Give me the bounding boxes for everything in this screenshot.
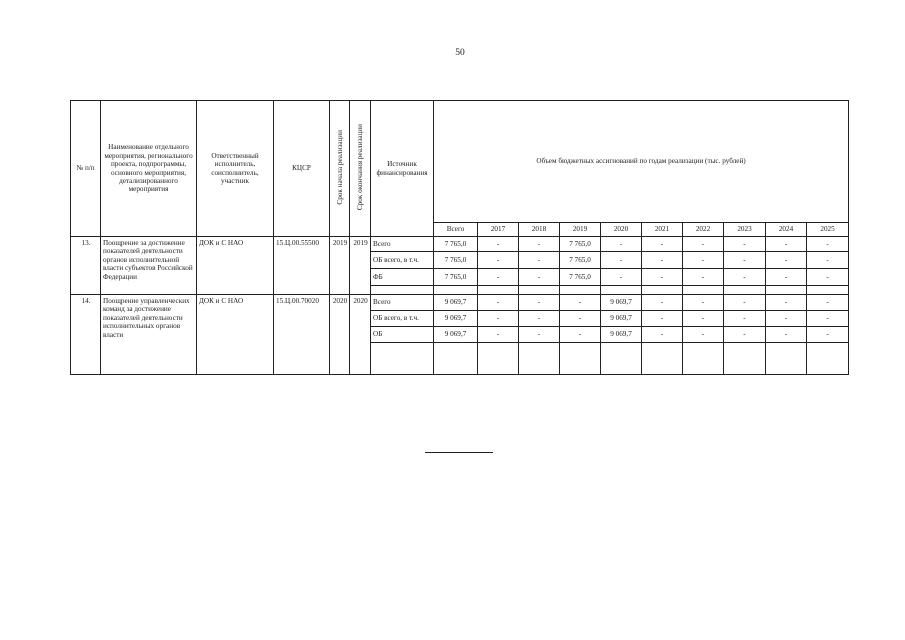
table-row (71, 237, 849, 252)
empty-cell (519, 343, 560, 375)
empty-cell (519, 286, 560, 295)
empty-cell (807, 286, 849, 295)
cell-value: - (478, 311, 519, 327)
funding-source: ОБ всего, в т.ч. (371, 311, 434, 327)
cell-value: - (519, 311, 560, 327)
cell-value: - (642, 252, 683, 269)
header-col-2020: 2020 (601, 223, 642, 237)
header-end-text: Срок окончания реализации (356, 124, 364, 211)
cell-value: - (766, 327, 807, 343)
cell-value: - (807, 237, 849, 252)
empty-cell (478, 286, 519, 295)
cell-value: - (519, 237, 560, 252)
cell-value: - (766, 295, 807, 311)
cell-value: - (766, 237, 807, 252)
header-col-2024: 2024 (766, 223, 807, 237)
header-kcsr: КЦСР (274, 101, 330, 237)
empty-cell (642, 343, 683, 375)
header-name: Наименование отдельного мероприятия, регионального проекта, подпрограммы, основного мероприятия, детализированного мероприятия (101, 101, 197, 237)
budget-table (70, 100, 849, 375)
cell-value: - (766, 311, 807, 327)
empty-cell (560, 286, 601, 295)
header-source: Источник финансирования (371, 101, 434, 237)
cell-value: 9 069,7 (434, 327, 478, 343)
header-col-2018: 2018 (519, 223, 560, 237)
cell-value: - (766, 269, 807, 286)
funding-source: Всего (371, 237, 434, 252)
cell-value: - (807, 327, 849, 343)
cell-value: - (601, 269, 642, 286)
row-num: 13. (71, 237, 101, 295)
row-kcsr: 15.Ц.00.55500 (274, 237, 330, 295)
cell-value: 9 069,7 (601, 327, 642, 343)
empty-cell (766, 343, 807, 375)
header-col-2023: 2023 (724, 223, 766, 237)
cell-value: - (642, 269, 683, 286)
cell-value: - (724, 327, 766, 343)
cell-value: - (807, 252, 849, 269)
cell-value: - (601, 252, 642, 269)
empty-cell (766, 286, 807, 295)
row-name: Поощрение управленческих команд за достижение показателей деятельности исполнительных органов власти (101, 295, 197, 375)
row-name: Поощрение за достижение показателей деятельности органов исполнительной власти субъектов Российской Федерации (101, 237, 197, 295)
cell-value: - (519, 269, 560, 286)
cell-value: - (478, 269, 519, 286)
row-start: 2019 (330, 237, 350, 295)
cell-value: 7 765,0 (434, 252, 478, 269)
cell-value: - (683, 252, 724, 269)
funding-source: Всего (371, 295, 434, 311)
cell-value: - (478, 327, 519, 343)
cell-value: - (683, 237, 724, 252)
footer-rule (425, 452, 493, 453)
header-col-2025: 2025 (807, 223, 849, 237)
cell-value: - (642, 295, 683, 311)
cell-value: - (642, 237, 683, 252)
header-col-total: Всего (434, 223, 478, 237)
empty-cell (478, 343, 519, 375)
funding-source: ОБ (371, 327, 434, 343)
empty-cell (683, 343, 724, 375)
cell-value: - (519, 327, 560, 343)
header-num: № п/п (71, 101, 101, 237)
cell-value: - (724, 269, 766, 286)
cell-value: - (478, 237, 519, 252)
cell-value: 9 069,7 (601, 311, 642, 327)
empty-cell (601, 343, 642, 375)
cell-value: 7 765,0 (560, 237, 601, 252)
cell-value: - (766, 252, 807, 269)
cell-value: - (807, 311, 849, 327)
cell-value: - (724, 237, 766, 252)
empty-cell (371, 343, 434, 375)
page-number: 50 (455, 48, 465, 58)
cell-value: 9 069,7 (434, 295, 478, 311)
header-end (350, 101, 371, 237)
cell-value: 7 765,0 (560, 252, 601, 269)
cell-value: - (478, 252, 519, 269)
header-row (71, 101, 849, 223)
cell-value: - (724, 295, 766, 311)
header-col-2022: 2022 (683, 223, 724, 237)
header-col-2019: 2019 (560, 223, 601, 237)
cell-value: - (683, 311, 724, 327)
empty-cell (434, 286, 478, 295)
empty-cell (807, 343, 849, 375)
cell-value: - (683, 295, 724, 311)
cell-value: - (807, 295, 849, 311)
cell-value: 7 765,0 (560, 269, 601, 286)
empty-cell (724, 286, 766, 295)
cell-value: - (560, 295, 601, 311)
cell-value: - (519, 252, 560, 269)
cell-value: - (601, 237, 642, 252)
empty-cell (642, 286, 683, 295)
row-end: 2020 (350, 295, 371, 375)
funding-source: ОБ всего, в т.ч. (371, 252, 434, 269)
row-start: 2020 (330, 295, 350, 375)
row-responsible: ДОК и С НАО (197, 295, 274, 375)
header-start-text: Срок начала реализации (335, 130, 344, 205)
cell-value: - (642, 311, 683, 327)
cell-value: - (683, 269, 724, 286)
empty-cell (724, 343, 766, 375)
cell-value: 7 765,0 (434, 269, 478, 286)
empty-cell (683, 286, 724, 295)
cell-value: - (519, 295, 560, 311)
cell-value: - (642, 327, 683, 343)
cell-value: 7 765,0 (434, 237, 478, 252)
header-responsible: Ответственный исполнитель, соисполнитель, участник (197, 101, 274, 237)
cell-value: - (560, 311, 601, 327)
funding-source: ФБ (371, 269, 434, 286)
empty-cell (560, 343, 601, 375)
row-kcsr: 15.Ц.00.70020 (274, 295, 330, 375)
cell-value: - (478, 295, 519, 311)
header-start (330, 101, 350, 237)
header-budget: Объем бюджетных ассигнований по годам реализации (тыс. рублей) (434, 101, 849, 223)
empty-cell (434, 343, 478, 375)
row-num: 14. (71, 295, 101, 375)
cell-value: - (560, 327, 601, 343)
empty-cell (371, 286, 434, 295)
cell-value: - (724, 311, 766, 327)
cell-value: - (807, 269, 849, 286)
row-end: 2019 (350, 237, 371, 295)
row-responsible: ДОК и С НАО (197, 237, 274, 295)
cell-value: 9 069,7 (601, 295, 642, 311)
empty-cell (601, 286, 642, 295)
cell-value: - (683, 327, 724, 343)
header-col-2017: 2017 (478, 223, 519, 237)
cell-value: 9 069,7 (434, 311, 478, 327)
table-row (71, 295, 849, 311)
header-col-2021: 2021 (642, 223, 683, 237)
cell-value: - (724, 252, 766, 269)
